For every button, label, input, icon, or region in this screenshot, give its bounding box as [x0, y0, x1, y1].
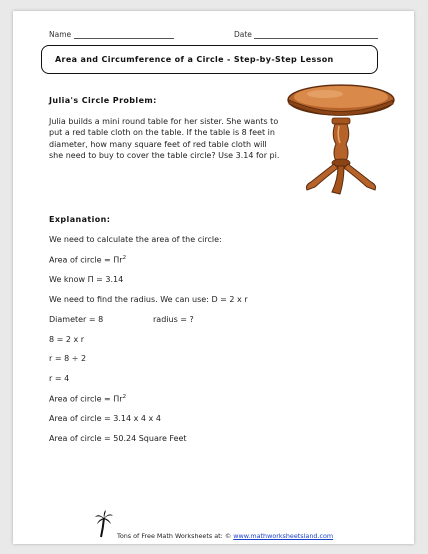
date-blank	[254, 30, 378, 39]
worksheet-page	[13, 11, 414, 544]
explanation-line-10: Area of circle = 3.14 x 4 x 4	[49, 414, 161, 423]
explanation-line-5: Diameter = 8	[49, 315, 104, 324]
explanation-heading: Explanation:	[49, 215, 111, 224]
date-field	[234, 30, 378, 39]
explanation-line-1: We need to calculate the area of the circle:	[49, 235, 222, 244]
page-title: Area and Circumference of a Circle - Step-by-Step Lesson	[55, 55, 334, 64]
problem-heading: Julia's Circle Problem:	[49, 96, 157, 105]
footer	[117, 532, 333, 540]
explanation-line-3: We know Π = 3.14	[49, 275, 124, 284]
explanation-line-8: r = 4	[49, 374, 70, 383]
name-field	[49, 30, 174, 39]
name-blank	[74, 30, 174, 39]
explanation-line-9: Area of circle = $\Pi r^2$	[49, 394, 127, 404]
explanation-line-7: r = 8 ÷ 2	[49, 354, 87, 363]
explanation-line-2: Area of circle = $\Pi r^2$	[49, 255, 127, 265]
footer-link[interactable]: www.mathworksheetsland.com	[233, 532, 334, 540]
explanation-line-5b: radius = ?	[153, 315, 194, 324]
explanation-line-6: 8 = 2 x r	[49, 335, 85, 344]
title-box	[41, 45, 378, 74]
explanation-line-11: Area of circle = 50.24 Square Feet	[49, 434, 187, 443]
footer-text: Tons of Free Math Worksheets at: ©	[117, 532, 234, 540]
table-illustration	[285, 81, 397, 199]
palm-tree-icon	[95, 510, 113, 538]
problem-text: Julia builds a mini round table for her sister. She wants to put a red table cloth on the table. If the table is 8 feet in diameter, how many square feet of red table cloth will she need to buy to cover the table circle? Use 3.14 for pi.	[49, 117, 280, 161]
date-label: Date	[234, 30, 252, 39]
name-label: Name	[49, 30, 72, 39]
explanation-line-4: We need to find the radius. We can use: D = 2 x r	[49, 295, 248, 304]
